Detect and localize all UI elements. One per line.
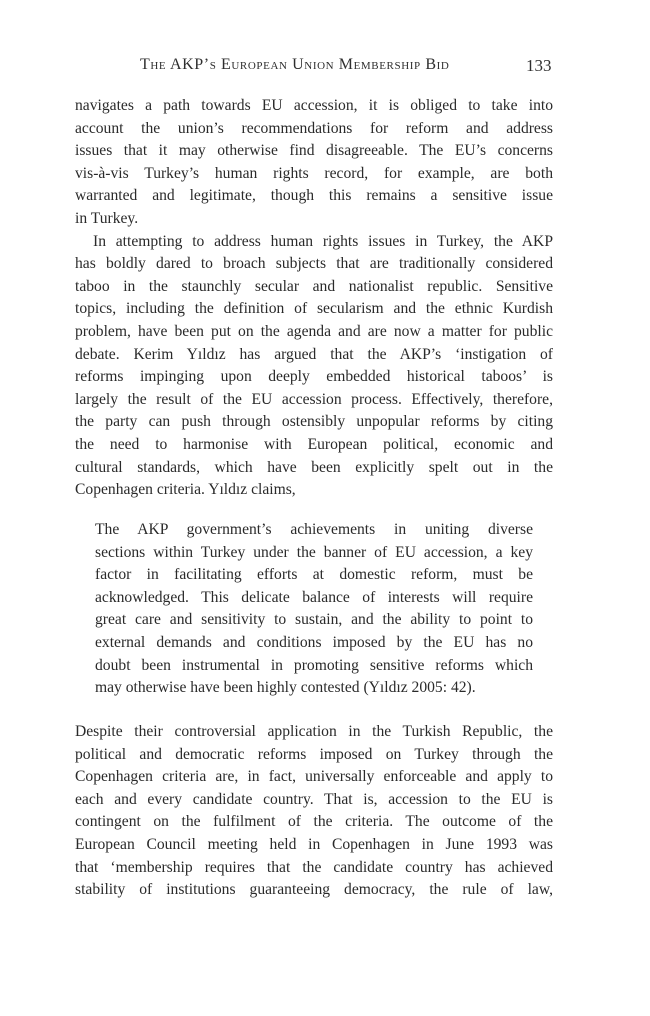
text-line: Copenhagen criteria. Yıldız claims,	[75, 481, 296, 499]
text-line: account the union’s recommendations for reform and address	[75, 119, 553, 137]
body-text-lower	[75, 721, 553, 902]
paragraph	[75, 231, 553, 502]
body-text-upper	[75, 95, 553, 502]
quote-line: acknowledged. This delicate balance of interests will require	[95, 588, 533, 606]
text-line: stability of institutions guaranteeing democracy, the rule of law,	[75, 881, 553, 899]
text-line: warranted and legitimate, though this remains a sensitive issue	[75, 187, 553, 205]
text-line: taboo in the staunchly secular and nationalist republic. Sensitive	[75, 277, 553, 295]
text-line: problem, have been put on the agenda and are now a matter for public	[75, 322, 553, 340]
text-line: has boldly dared to broach subjects that are traditionally considered	[75, 255, 553, 273]
quote-line: external demands and conditions imposed by the EU has no	[95, 633, 533, 651]
text-line: contingent on the fulfilment of the criteria. The outcome of the	[75, 813, 553, 831]
text-line: European Council meeting held in Copenhagen in June 1993 was	[75, 835, 553, 853]
text-line: vis-à-vis Turkey’s human rights record, for example, are both	[75, 164, 553, 182]
text-line: each and every candidate country. That is, accession to the EU is	[75, 790, 553, 808]
quote-line: may otherwise have been highly contested (Yıldız 2005: 42).	[95, 679, 476, 697]
text-line: the party can push through ostensibly unpopular reforms by citing	[75, 413, 553, 431]
block-quote	[95, 519, 533, 700]
page-number: 133	[526, 56, 552, 75]
text-line: Despite their controversial application in the Turkish Republic, the	[75, 723, 553, 740]
quote-line: factor in facilitating efforts at domestic reform, must be	[95, 566, 533, 584]
text-line: issues that it may otherwise find disagreeable. The EU’s concerns	[75, 142, 553, 160]
running-title: The AKP’s European Union Membership Bid	[140, 56, 450, 73]
text-line: that ‘membership requires that the candidate country has achieved	[75, 858, 553, 876]
quote-line: sections within Turkey under the banner of EU accession, a key	[95, 543, 533, 561]
quote-line: great care and sensitivity to sustain, and the ability to point to	[95, 611, 533, 629]
paragraph	[75, 95, 553, 231]
quote-line: The AKP government’s achievements in uniting diverse	[95, 521, 533, 538]
text-line: in Turkey.	[75, 209, 139, 227]
text-line: political and democratic reforms imposed on Turkey through the	[75, 745, 553, 763]
quote-line: doubt been instrumental in promoting sensitive reforms which	[95, 656, 533, 674]
text-line: Copenhagen criteria are, in fact, universally enforceable and apply to	[75, 768, 553, 786]
text-line: debate. Kerim Yıldız has argued that the AKP’s ‘instigation of	[75, 345, 553, 363]
running-head	[0, 56, 650, 80]
text-line: topics, including the definition of secularism and the ethnic Kurdish	[75, 300, 553, 318]
text-line: the need to harmonise with European political, economic and	[75, 435, 553, 453]
text-line: In attempting to address human rights issues in Turkey, the AKP	[93, 232, 553, 250]
text-line: largely the result of the EU accession process. Effectively, therefore,	[75, 390, 553, 408]
text-line: navigates a path towards EU accession, it is obliged to take into	[75, 97, 553, 114]
text-line: cultural standards, which have been explicitly spelt out in the	[75, 458, 553, 476]
paragraph	[75, 721, 553, 902]
text-line: reforms impinging upon deeply embedded historical taboos’ is	[75, 368, 553, 386]
